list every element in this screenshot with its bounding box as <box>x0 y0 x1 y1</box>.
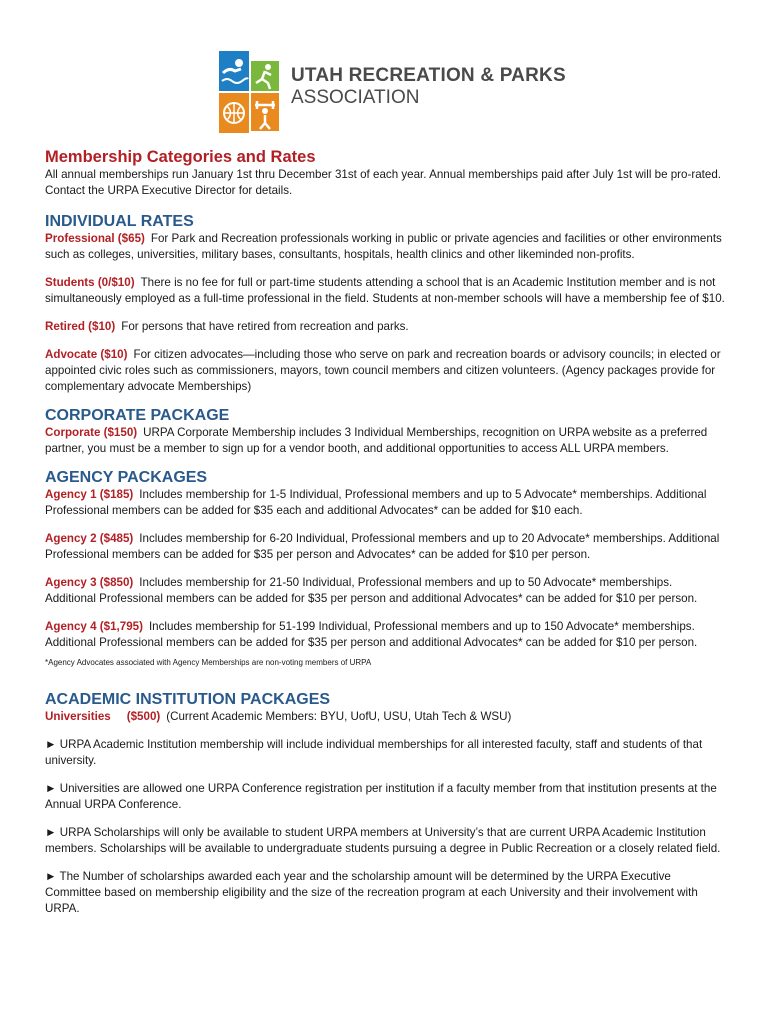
rate-entry-agency-3 <box>45 575 725 607</box>
agency-packages-heading: AGENCY PACKAGES <box>45 469 208 486</box>
rate-label: Universities <box>45 710 111 723</box>
list-item: ► URPA Academic Institution membership will include individual memberships for all interested faculty, staff and students of that university. <box>45 738 703 767</box>
list-item: ► The Number of scholarships awarded each year and the scholarship amount will be determined by the URPA Executive Committee based on membership eligibility and the size of the recreation program at each University and their involvement with URPA. <box>45 870 698 915</box>
rate-description: For citizen advocates—including those who serve on park and recreation boards or advisory councils; in elected or appointed civic roles such as commissioners, mayors, town council members and citizen volunteers. (Agency packages provide for complementary advocate Memberships) <box>45 348 721 393</box>
rate-entry-agency-2 <box>45 531 725 563</box>
rate-description: Includes membership for 6-20 Individual, Professional members and up to 20 Advocate* memberships. Additional Professional members can be added for $35 per person and Advocates* can be added for $10 per person. <box>45 532 720 561</box>
rate-description: Includes membership for 1-5 Individual, Professional members and up to 5 Advocate* memberships. Additional Professional members can be added for $35 each and additional Advocates* can be added for $10 each. <box>45 488 707 517</box>
rate-entry-advocate <box>45 347 725 395</box>
rate-label: Corporate ($150) <box>45 426 138 439</box>
rate-label: Students (0/$10) <box>45 276 135 289</box>
individual-rates-list <box>45 231 725 395</box>
rate-description: There is no fee for full or part-time students attending a school that is an Academic Institution member and is not simultaneously employed as a full-time professional in the field. Students at non-member schools will have a membership fee of $10. <box>45 276 725 305</box>
corporate-package-heading: CORPORATE PACKAGE <box>45 407 230 424</box>
academic-packages-heading: ACADEMIC INSTITUTION PACKAGES <box>45 691 331 708</box>
rate-label: Agency 3 ($850) <box>45 576 134 589</box>
rate-description: (Current Academic Members: BYU, UofU, USU, Utah Tech & WSU) <box>166 710 512 723</box>
rate-description: For persons that have retired from recreation and parks. <box>121 320 409 333</box>
logo-wordmark <box>291 65 566 109</box>
basketball-icon <box>219 93 249 133</box>
rate-label: Retired ($10) <box>45 320 116 333</box>
rate-price: ($500) <box>126 710 161 723</box>
academic-bullets <box>45 737 725 917</box>
individual-rates-heading: INDIVIDUAL RATES <box>45 213 194 230</box>
rate-description: For Park and Recreation professionals working in public or private agencies and facilities or other environments such as colleges, universities, military bases, consultants, hospitals, health clinics and other likeminded non-profits. <box>45 232 722 261</box>
swimmer-icon <box>219 51 249 91</box>
page-title: Membership Categories and Rates <box>45 148 316 166</box>
rate-label: Agency 1 ($185) <box>45 488 134 501</box>
rate-entry-corporate <box>45 425 725 457</box>
rate-label: Advocate ($10) <box>45 348 128 361</box>
rate-description: URPA Corporate Membership includes 3 Individual Memberships, recognition on URPA website as a preferred partner, you must be a member to sign up for a vendor booth, and additional opportunities to access ALL URPA members. <box>45 426 708 455</box>
rate-label: Professional ($65) <box>45 232 145 245</box>
logo-mark <box>217 47 281 133</box>
urpa-logo <box>217 47 597 137</box>
intro-paragraph: All annual memberships run January 1st thru December 31st of each year. Annual memberships paid after July 1st will be pro-rated. Contact the URPA Executive Director for details. <box>45 168 721 197</box>
rate-entry-universities <box>45 709 725 725</box>
rate-entry-agency-4 <box>45 619 725 651</box>
rate-entry-retired <box>45 319 725 335</box>
rate-entry-professional <box>45 231 725 263</box>
runner-icon <box>251 61 279 91</box>
list-item: ► Universities are allowed one URPA Conference registration per institution if a faculty member from that institution presents at the Annual URPA Conference. <box>45 782 717 811</box>
rate-description: Includes membership for 51-199 Individual, Professional members and up to 150 Advocate* memberships. Additional Professional members can be added for $35 per person and additional Advocates* can be added for $10 per person. <box>45 620 698 649</box>
agency-packages-list <box>45 487 725 651</box>
weightlifter-icon <box>251 93 279 131</box>
rate-entry-agency-1 <box>45 487 725 519</box>
rate-entry-students <box>45 275 725 307</box>
list-item: ► URPA Scholarships will only be available to student URPA members at University’s that are current URPA Academic Institution members. Scholarships will be available to undergraduate students pursuing a degree in Public Recreation or a closely related field. <box>45 826 721 855</box>
document-body <box>45 148 725 929</box>
rate-label: Agency 2 ($485) <box>45 532 134 545</box>
rate-label: Agency 4 ($1,795) <box>45 620 143 633</box>
logo-line-1: UTAH RECREATION & PARKS <box>291 65 566 86</box>
rate-description: Includes membership for 21-50 Individual, Professional members and up to 50 Advocate* memberships. Additional Professional members can be added for $35 per person and additional Advocates* can be added for $10 per person. <box>45 576 698 605</box>
agency-footnote: *Agency Advocates associated with Agency Memberships are non-voting members of URPA <box>45 658 372 667</box>
logo-line-2: ASSOCIATION <box>291 87 420 108</box>
